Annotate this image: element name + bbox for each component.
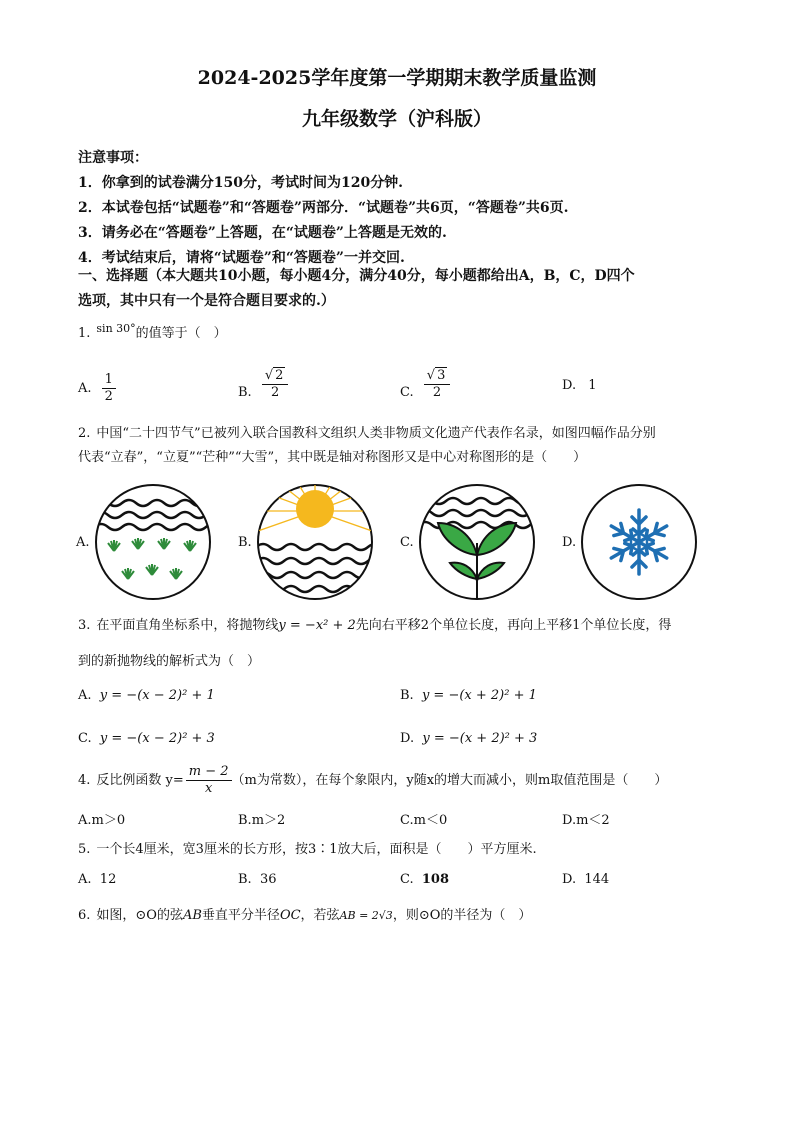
option-text: m＞2 (251, 813, 286, 828)
question-text: 反比例函数 y= (96, 773, 184, 788)
grain-sprout-image[interactable] (418, 483, 536, 601)
question-line-2: 代表“立春”，“立夏”“芒种”“大雪”，其中既是轴对称图形又是中心对称图形的是（ ） (78, 450, 587, 465)
option-label: D. (400, 731, 415, 746)
option-c[interactable] (400, 872, 449, 887)
fraction (186, 764, 232, 797)
option-c[interactable] (400, 368, 450, 401)
option-c-label[interactable]: C. (400, 535, 414, 550)
option-text: 12 (99, 872, 117, 887)
notes-section (78, 146, 728, 271)
option-expression: y = −(x + 2)² + 3 (422, 731, 538, 746)
question-5 (78, 838, 718, 862)
question-text-continued: 先向右平移2个单位长度，再向上平移1个单位长度，得 (355, 618, 672, 633)
option-label: A. (78, 688, 92, 703)
question-line-2: 到的新抛物线的解析式为（ ） (78, 654, 261, 669)
radicand: 2 (275, 368, 284, 383)
option-expression: y = −(x + 2)² + 1 (421, 688, 537, 703)
question-number: 5. (78, 842, 91, 857)
option-d[interactable] (562, 872, 609, 887)
option-label: B. (238, 872, 252, 887)
section-line-2: 选项，其中只有一个是符合题目要求的.） (78, 293, 335, 309)
spring-waves-grass-image[interactable] (94, 483, 212, 601)
parabola-expression: y = −x² + 2 (278, 618, 356, 633)
option-d[interactable] (400, 731, 537, 746)
option-a[interactable] (78, 872, 116, 887)
denominator: x (204, 781, 213, 796)
option-text: m＞0 (91, 813, 126, 828)
question-number: 4. (78, 773, 91, 788)
option-text: 36 (259, 872, 277, 887)
fraction (262, 368, 289, 401)
option-label: B. (238, 813, 252, 828)
question-text: 如图，⊙O的弦 (96, 908, 183, 923)
option-label: C. (400, 872, 414, 887)
summer-sun-waves-image[interactable] (256, 483, 374, 601)
numerator: 1 (102, 372, 116, 389)
note-item-1: 1．你拿到的试卷满分150分，考试时间为120分钟. (78, 175, 404, 191)
option-c[interactable] (78, 731, 215, 746)
option-a[interactable] (78, 372, 116, 405)
note-item-4: 4．考试结束后，请将“试题卷”和“答题卷”一并交回. (78, 250, 405, 266)
section-heading (78, 264, 728, 314)
question-4 (78, 764, 718, 797)
question-text-mid2: ，若弦 (300, 908, 340, 923)
question-number: 2. (78, 426, 91, 441)
option-label: A. (78, 381, 92, 396)
option-label: C. (400, 385, 414, 400)
option-text: m＜0 (413, 813, 448, 828)
option-d-label[interactable]: D. (562, 535, 577, 550)
question-2 (78, 422, 718, 470)
option-a[interactable] (78, 688, 215, 703)
option-b[interactable] (238, 872, 277, 887)
option-text: m＜2 (576, 813, 610, 828)
option-label: A. (78, 813, 92, 828)
option-text: 108 (421, 872, 450, 887)
fraction (424, 368, 451, 401)
sin-expression: sin 30° (96, 322, 136, 335)
option-b-label[interactable]: B. (238, 535, 252, 550)
note-item-2: 2．本试卷包括“试题卷”和“答题卷”两部分．“试题卷”共6页，“答题卷”共6页. (78, 200, 569, 216)
option-label: C. (78, 731, 92, 746)
option-a[interactable] (78, 809, 125, 828)
option-b[interactable] (238, 809, 285, 828)
numerator: √ 3 (424, 368, 451, 385)
option-a-label[interactable]: A. (76, 535, 90, 550)
q3-options (78, 688, 718, 748)
question-3 (78, 614, 718, 674)
question-number: 1. (78, 326, 91, 341)
numerator: √ 2 (262, 368, 289, 385)
question-text-continued: （m为常数），在每个象限内，y随x的增大而减小，则m取值范围是（ ） (231, 773, 668, 788)
question-number: 3. (78, 618, 91, 633)
question-line-1: 中国“二十四节气”已被列入联合国教科文组织人类非物质文化遗产代表作名录，如图四幅作品分别 (96, 426, 656, 441)
option-label: B. (400, 688, 414, 703)
option-label: B. (238, 385, 252, 400)
option-expression: y = −(x − 2)² + 3 (99, 731, 215, 746)
option-b[interactable] (400, 688, 537, 703)
option-d[interactable] (562, 378, 597, 393)
option-label: A. (78, 872, 92, 887)
option-text: 144 (584, 872, 610, 887)
radicand: 3 (437, 368, 446, 383)
section-line-1: 一、选择题（本大题共10小题，每小题4分，满分40分，每小题都给出A，B，C，D四个 (78, 268, 635, 284)
option-value: 1 (588, 378, 597, 393)
exam-title: 2024-2025学年度第一学期期末教学质量监测 (197, 67, 597, 89)
numerator: m − 2 (186, 764, 232, 781)
question-6 (78, 904, 718, 928)
option-b[interactable] (238, 368, 288, 401)
q1-options (78, 368, 718, 408)
chord-ab: AB (182, 908, 202, 923)
radius-oc: OC (279, 908, 301, 923)
denominator: 2 (104, 389, 113, 404)
question-text-end: ，则⊙O的半径为（ ） (392, 908, 532, 923)
question-number: 6. (78, 908, 91, 923)
option-c[interactable] (400, 809, 447, 828)
denominator: 2 (270, 385, 280, 400)
question-text: 的值等于（ ） (135, 326, 227, 341)
note-item-3: 3．请务必在“答题卷”上答题，在“试题卷”上答题是无效的. (78, 225, 447, 241)
q4-options (78, 809, 718, 829)
question-text: 一个长4厘米，宽3厘米的长方形，按3∶1放大后，面积是（ ）平方厘米. (96, 842, 537, 857)
fraction (102, 372, 116, 405)
chord-length-expression: AB = 2√3 (339, 909, 393, 922)
snowflake-icon[interactable] (580, 483, 698, 601)
option-label: D. (562, 813, 577, 828)
option-label: D. (562, 378, 577, 393)
q5-options (78, 872, 718, 892)
option-expression: y = −(x − 2)² + 1 (99, 688, 215, 703)
denominator: 2 (432, 385, 442, 400)
option-d[interactable] (562, 809, 610, 828)
option-label: C. (400, 813, 414, 828)
question-text-mid: 垂直平分半径 (201, 908, 280, 923)
notes-heading: 注意事项： (78, 150, 148, 166)
exam-subtitle: 九年级数学（沪科版） (301, 108, 492, 130)
question-text: 在平面直角坐标系中，将抛物线 (96, 618, 279, 633)
question-1 (78, 322, 718, 346)
option-label: D. (562, 872, 577, 887)
